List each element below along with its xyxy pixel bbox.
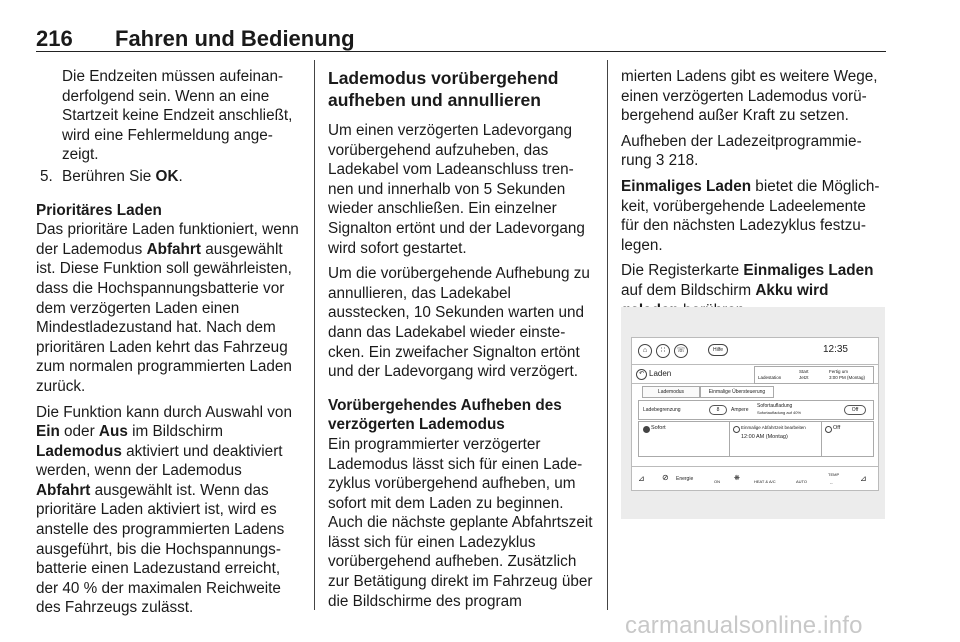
paragraph-einmaliges-laden: Einmaliges Laden bietet die Möglichkeit, vorübergehende Ladeelemente für den nächsten Ladezyklus festzulegen. [621,177,880,254]
column-divider-2 [607,60,608,610]
ladestation-label: Ladestation [758,375,782,380]
continued-paragraph: Die Endzeiten müssen aufeinanderfolgend sein. Wenn an eine Startzeit keine Endzeit anschließt, wird eine Fehlermeldung angezeigt. [62,68,293,164]
paragraph-weitere-wege: mierten Ladens gibt es weitere Wege, einen verzögerten Lademodus vorübergehend außer Kraft zu setzen. [621,68,878,125]
screen-illustration [621,307,885,519]
ampere-label: Ampere [731,407,749,413]
paragraph-prioritaeres-laden: Das prioritäre Laden funktioniert, wenn der Lademodus Abfahrt ausgewählt ist. Diese Funktion soll gewährleisten, dass die Hochspannungsbatterie vor dem verzögerten Laden einen Mindestladezustand hat. Nach dem prioritären Laden kehrt das Fahrzeug zum normalen programmierten Laden zurück. [36,221,299,395]
header-rule [36,51,886,52]
page-reference[interactable]: 3 218. [655,152,699,170]
ampere-value[interactable]: 8 [709,405,727,415]
clock: 12:35 [822,344,848,355]
dock-energie[interactable]: Energie [676,476,694,482]
page-number: 216 [36,26,73,51]
climate-dock [632,466,878,491]
back-icon[interactable]: ↶ [636,369,647,380]
option-einmalige-abfahrtzeit[interactable]: Einmalige Abfahrtzeit bearbeiten 12:00 AM (Montag) [729,422,822,456]
radio-einmalige-icon [733,426,740,433]
paragraph-ladezeitprogrammierung: Aufheben der Ladezeitprogrammierung 3 218. [621,132,862,170]
tab-einmalige-uebersteuerung[interactable]: Einmalige Übersteuerung [700,386,774,398]
column-3 [621,67,887,326]
fan-icon[interactable]: ❋ [734,475,740,482]
laden-title: Laden [649,369,672,378]
column-2 [328,67,593,617]
column-divider-1 [314,60,315,610]
radio-off-icon [825,426,832,433]
option-sofort[interactable]: Sofort [639,422,730,456]
heading-lademodus-aufheben: Lademodus vorübergehend aufheben und annullieren [328,68,559,110]
option-row [638,421,874,457]
step-5 [36,167,300,187]
apps-icon[interactable]: ∷ [656,344,670,358]
dock-auto[interactable]: AUTO [796,479,808,484]
charge-status-box [754,366,874,384]
start-value: Jetzt [799,375,809,380]
seat-right-icon[interactable]: ⊿ [860,474,867,483]
step-text: Berühren Sie OK. [62,167,183,185]
phone-icon[interactable]: ☏ [674,344,688,358]
sofortaufladung-label: Sofortaufladung [757,403,793,409]
dock-on[interactable]: ON [714,479,720,484]
paragraph-registerkarte: Die Registerkarte Einmaliges Laden auf dem Bildschirm Akku wird [621,262,874,299]
paragraph-funktion: Die Funktion kann durch Auswahl von Ein oder Aus im Bildschirm Lademodus aktiviert und deaktiviert werden, wenn der Lademodus Abfahrt ausgewählt ist. Wenn das prioritäre Laden aktiviert ist, wird es anstelle des programmierten Ladens ausgeführt, bis die Hochspannungsbatterie einen Ladezustand erreicht, der 40 % der maximalen Reichweite des Fahrzeugs zulässt. [36,403,292,617]
dock-temp: TEMP [828,472,840,477]
paragraph-programmierter-lademodus: Ein programmierter verzögerter Lademodus lässt sich für einen Ladezyklus vorübergehend aufheben, um sofort mit dem Laden zu beginnen. Auch die nächste geplante Abfahrtszeit lässt sich für einen Ladezyklus vorübergehend aufheben. Zusätzlich zur Betätigung direkt im Fahrzeug über die Bildschirme des program [328,435,593,610]
screen-topbar [632,338,878,365]
subheading-voruebergehendes-aufheben: Vorübergehendes Aufheben des verzögerten Lademodus [328,396,562,434]
watermark: carmanualsonline.info [625,612,863,639]
dock-temp-value[interactable]: -- [830,480,833,485]
ok-keyword: OK [155,167,179,185]
fertig-value: 3:00 PM (Montag) [829,375,866,380]
sofortaufladung-sub: Sofortaufladung auf 40% [757,410,802,415]
page-header-title: Fahren und Bedienung [115,26,355,51]
laden-bar [632,365,878,384]
step-number: 5. [40,167,53,185]
tab-lademodus[interactable]: Lademodus [642,386,700,398]
energie-icon[interactable]: ⊘ [662,473,669,482]
fertig-label: Fertig um [829,369,849,374]
column-1 [36,67,300,624]
ladebegrenzung-row [638,400,874,420]
paragraph-aufheben: Um einen verzögerten Ladevorgang vorübergehend aufzuheben, das Ladekabel vom Ladeanschluss trennen und innerhalb von 5 Sekunden wieder anschließen. Ein einzelner Signalton ertönt und der Ladevorgang wird sofort gestartet. [328,122,585,257]
home-icon[interactable]: ⌂ [638,344,652,358]
radio-sofort-icon [643,426,650,433]
sofortaufladung-toggle[interactable]: Off [844,405,866,415]
ladebegrenzung-label: Ladebegrenzung [643,407,681,413]
help-button[interactable]: Hilfe [708,344,728,356]
infotainment-screen [631,337,879,491]
start-label: Start [799,369,809,374]
dock-heat[interactable]: HEAT & A/C [754,479,776,484]
option-off[interactable]: Off [821,422,873,456]
screen-tabs [642,386,872,397]
seat-left-icon[interactable]: ⊿ [638,474,645,483]
paragraph-annullieren: Um die vorübergehende Aufhebung zu annullieren, das Ladekabel ausstecken, 10 Sekunden warten und dann das Ladekabel wieder einstecken. Ein zweifacher Signalton ertönt und der Ladevorgang wird verzögert. [328,265,590,381]
section-title-prioritaeres-laden: Prioritäres Laden [36,201,162,219]
